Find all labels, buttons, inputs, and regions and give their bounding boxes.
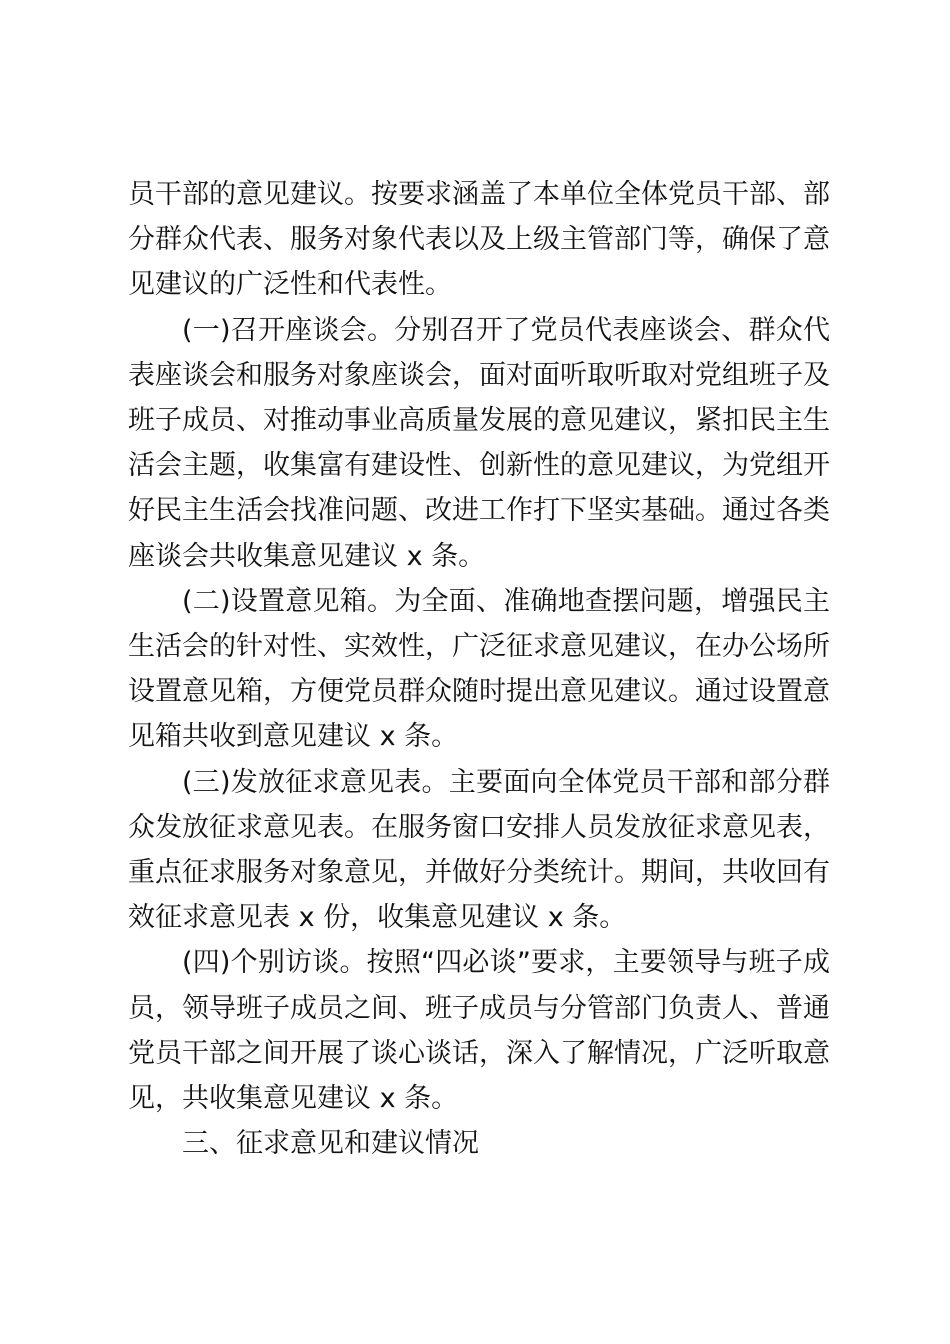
paragraph-symposium: (一)召开座谈会。分别召开了党员代表座谈会、群众代表座谈会和服务对象座谈会，面对面听取听取对党组班子及班子成员、对推动事业高质量发展的意见建议，紧扣民主生活会主题，收集富有建设性、创新性的意见建议，为党组开好民主生活会找准问题、改进工作打下坚实基础。通过各类座谈会共收集意见建议 x 条。	[128, 314, 830, 572]
paragraph-continuation: 员干部的意见建议。按要求涵盖了本单位全体党员干部、部分群众代表、服务对象代表以及上级主管部门等，确保了意见建议的广泛性和代表性。	[128, 179, 830, 301]
section-heading: 三、征求意见和建议情况	[182, 1128, 479, 1160]
paragraph-individual-interview: (四)个别访谈。按照“四必谈”要求，主要领导与班子成员，领导班子成员之间、班子成员与分管部门负责人、普通党员干部之间开展了谈心谈话，深入了解情况，广泛听取意见，共收集意见建议 x 条。	[128, 947, 830, 1115]
paragraph-opinion-form: (三)发放征求意见表。主要面向全体党员干部和部分群众发放征求意见表。在服务窗口安排人员发放征求意见表，重点征求服务对象意见，并做好分类统计。期间，共收回有效征求意见表 x 份，收集意见建议 x 条。	[128, 766, 830, 934]
document-body	[128, 172, 830, 1166]
paragraph-suggestion-box: (二)设置意见箱。为全面、准确地查摆问题，增强民主生活会的针对性、实效性，广泛征求意见建议，在办公场所设置意见箱，方便党员群众随时提出意见建议。通过设置意见箱共收到意见建议 x 条。	[128, 585, 830, 753]
